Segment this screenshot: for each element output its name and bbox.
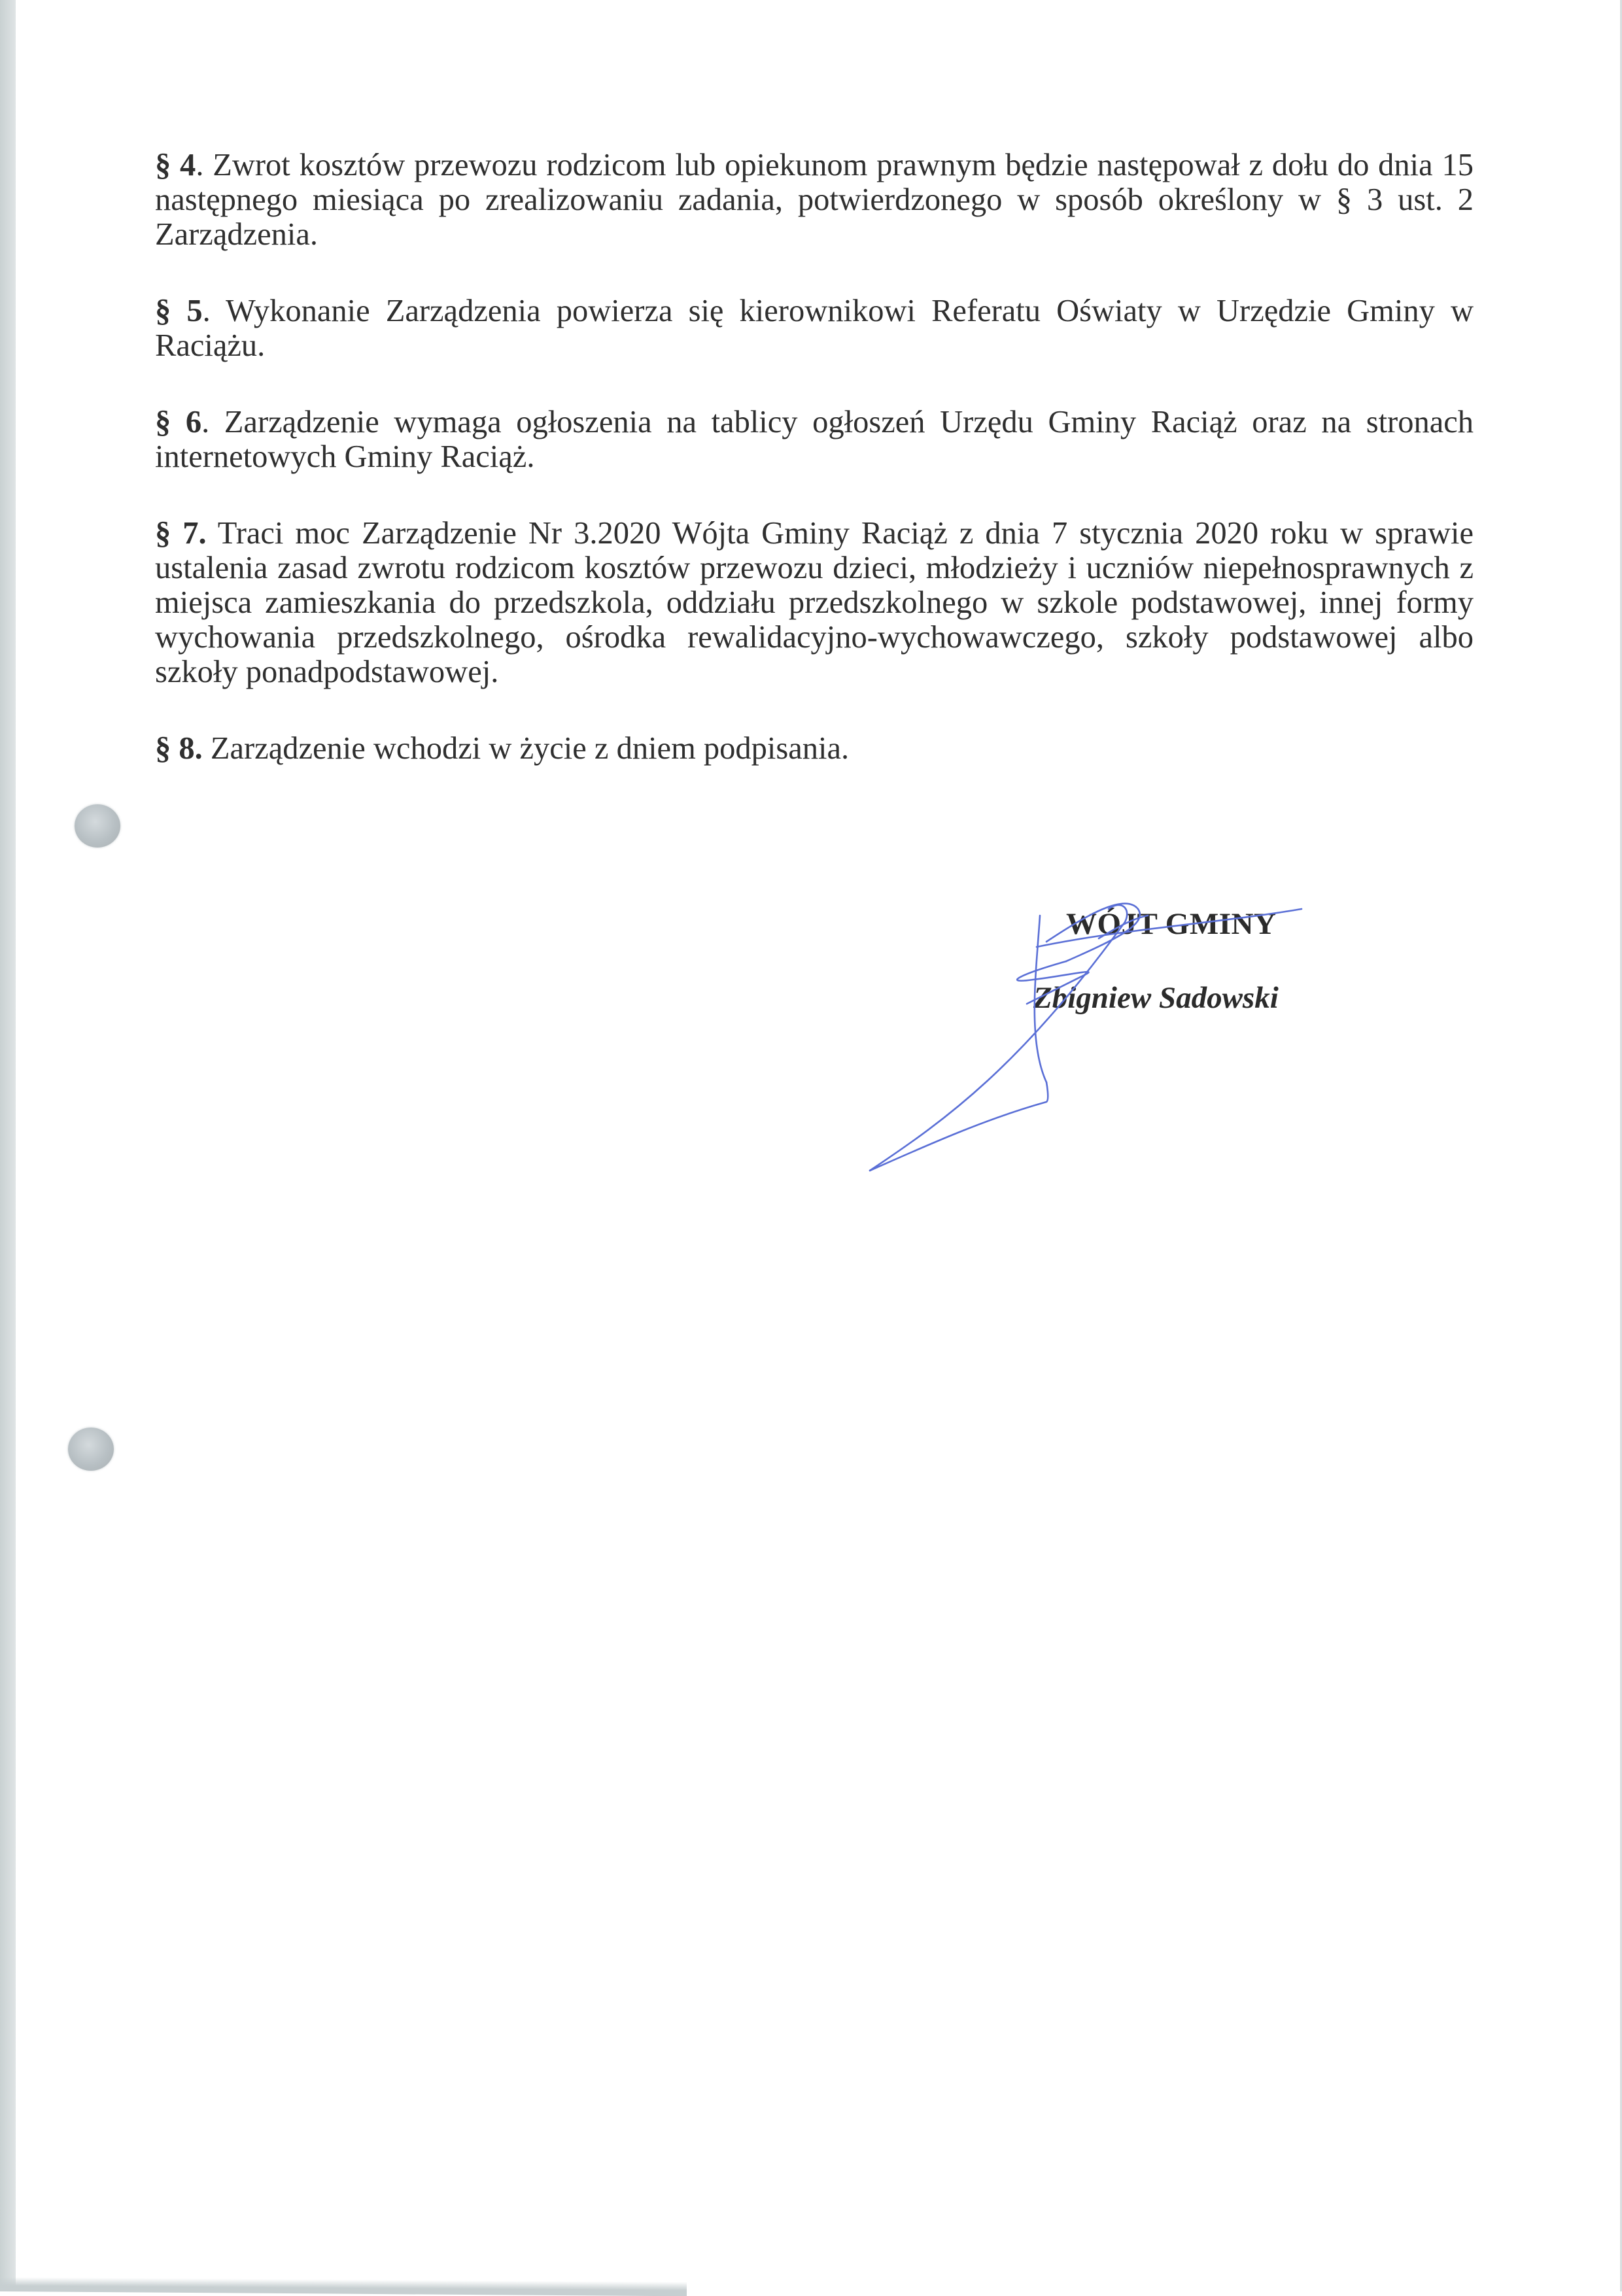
paragraph-label: § 8. — [155, 731, 203, 766]
signature-stroke — [870, 905, 1127, 1171]
punch-hole-icon — [75, 804, 120, 848]
paragraph-4 — [155, 148, 1474, 252]
signatory-name: Zbigniew Sadowski — [1033, 981, 1279, 1015]
paragraph-text: Traci moc Zarządzenie Nr 3.2020 Wójta Gminy Raciąż z dnia 7 stycznia 2020 roku w sprawie ustalenia zasad zwrotu rodzicom kosztów przewozu dzieci, młodzieży i uczniów niepełnosprawnych z miejsca zamieszkania do przedszkola, oddziału przedszkolnego w szkole podstawowej, innej formy wychowania przedszkolnego, ośrodka rewalidacyjno-wychowawczego, szkoły podstawowej albo szkoły ponadpodstawowej. — [155, 516, 1474, 689]
scan-edge-bottom — [0, 2277, 687, 2296]
signatory-title: WÓJT GMINY — [1066, 907, 1277, 941]
paragraph-6 — [155, 405, 1474, 474]
paragraph-text: Zarządzenie wymaga ogłoszenia na tablicy ogłoszeń Urzędu Gminy Raciąż oraz na stronach internetowych Gminy Raciąż. — [155, 405, 1474, 474]
paragraph-text: Zwrot kosztów przewozu rodzicom lub opiekunom prawnym będzie następował z dołu do dnia 15 następnego miesiąca po zrealizowaniu zadania, potwierdzonego w sposób określony w § 3 ust. 2 Zarządzenia. — [155, 148, 1474, 252]
paragraph-label: § 5 — [155, 294, 203, 328]
paragraph-label: § 6 — [155, 405, 202, 439]
paragraph-label-dot: . — [202, 294, 211, 328]
scan-edge-left — [0, 0, 16, 2291]
paragraph-label: § 7. — [155, 516, 207, 551]
paragraph-text: Wykonanie Zarządzenia powierza się kierownikowi Referatu Oświaty w Urzędzie Gminy w Raciążu. — [155, 294, 1474, 363]
paragraph-text: Zarządzenie wchodzi w życie z dniem podpisania. — [202, 731, 850, 766]
signature-stroke — [870, 1082, 1048, 1171]
paragraph-5 — [155, 294, 1474, 363]
document-body — [155, 148, 1474, 808]
paragraph-label-dot: . — [196, 148, 204, 182]
punch-hole-icon — [68, 1428, 114, 1471]
paragraph-8 — [155, 731, 1474, 766]
paragraph-label: § 4 — [155, 148, 196, 182]
paragraph-label-dot: . — [201, 405, 210, 439]
paragraph-7 — [155, 516, 1474, 689]
